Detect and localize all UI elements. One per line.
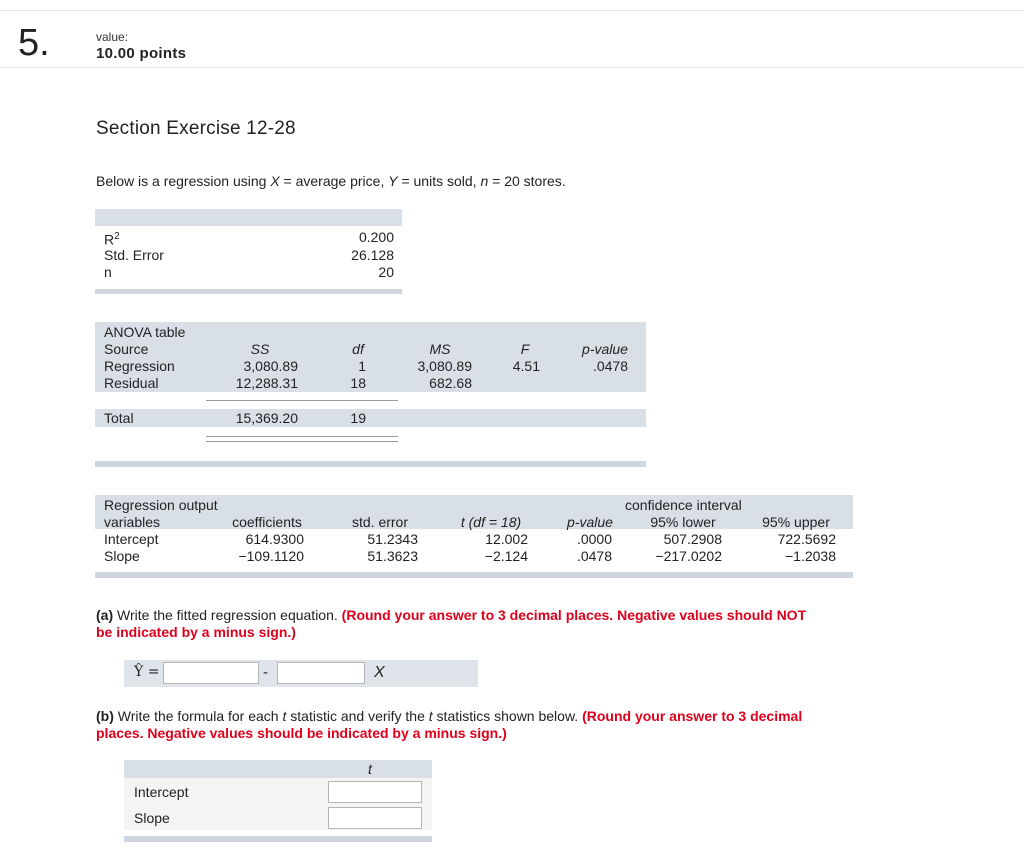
anova-regression-label: Regression <box>104 358 175 374</box>
anova-regression-ss: 3,080.89 <box>243 358 298 374</box>
t-table-header-band <box>124 760 432 778</box>
anova-regression-f: 4.51 <box>512 358 540 374</box>
intercept-t-input[interactable] <box>328 781 422 803</box>
question-number: 5. <box>18 22 50 64</box>
lower-header: 95% lower <box>650 514 716 530</box>
points-value: 10.00 points <box>96 45 187 62</box>
intercept-lower: 507.2908 <box>663 531 722 547</box>
t-table-intercept-label: Intercept <box>134 784 189 800</box>
anova-residual-ms: 682.68 <box>429 375 472 391</box>
anova-df-header: df <box>352 341 364 357</box>
anova-source-header: Source <box>104 341 149 357</box>
intercept-label: Intercept <box>104 531 159 547</box>
intercept-p: .0000 <box>576 531 612 547</box>
t-table-slope-label: Slope <box>134 810 170 826</box>
slope-se: 51.3623 <box>367 548 418 564</box>
anova-p-header: p-value <box>582 341 628 357</box>
anova-total-band <box>95 409 646 427</box>
anova-footer-band <box>95 461 646 467</box>
upper-header: 95% upper <box>762 514 830 530</box>
coefficients-header: coefficients <box>232 514 302 530</box>
anova-total-label: Total <box>104 410 134 426</box>
section-title: Section Exercise 12-28 <box>96 118 296 139</box>
r2-label: $R^2$ <box>104 231 120 248</box>
value-label: value: <box>96 30 129 44</box>
part-a-question: (a) Write the fitted regression equation. (Round your answer to 3 decimal places. Negative values should NOT be indicated by a minus sign.) <box>96 607 807 640</box>
anova-regression-df: 1 <box>358 358 366 374</box>
intercept-coef: 614.9300 <box>245 531 304 547</box>
confidence-interval-label: confidence interval <box>625 497 742 513</box>
variables-header: variables <box>104 514 161 530</box>
anova-f-header: F <box>520 341 530 357</box>
anova-regression-ms: 3,080.89 <box>417 358 472 374</box>
std-error-header: std. error <box>351 514 408 530</box>
equation-x: X <box>374 664 385 681</box>
slope-p: .0478 <box>576 548 612 564</box>
header-divider <box>0 67 1024 68</box>
slope-t-input[interactable] <box>328 807 422 829</box>
part-b-question: (b) Write the formula for each t statistic and verify the t statistics shown below. (Round your answer to 3 decimal places. Negative values should be indicated by a minus sign.) <box>96 708 803 741</box>
intercept-t: 12.002 <box>485 531 528 547</box>
n-value: 20 <box>378 264 394 280</box>
anova-total-ss: 15,369.20 <box>235 410 298 426</box>
slope-lower: −217.0202 <box>655 548 722 564</box>
anova-regression-p: .0478 <box>592 358 628 374</box>
slope-upper: −1.2038 <box>785 548 836 564</box>
anova-residual-ss: 12,288.31 <box>235 375 298 391</box>
anova-residual-df: 18 <box>350 375 366 391</box>
intercept-answer-input[interactable] <box>163 662 259 684</box>
intercept-se: 51.2343 <box>367 531 418 547</box>
regression-title: Regression output <box>104 497 218 513</box>
t-table-header: t <box>368 761 372 777</box>
equation-operator: - <box>263 664 268 681</box>
intercept-upper: 722.5692 <box>777 531 836 547</box>
anova-total-df: 19 <box>350 410 366 426</box>
t-header: t (df = 18) <box>460 514 522 530</box>
anova-subtotal-line <box>206 400 398 401</box>
regression-footer-band <box>95 572 853 578</box>
yhat-symbol: Ŷ = <box>134 664 160 680</box>
intro-text: Below is a regression using X = average price, Y = units sold, n = 20 stores. <box>96 173 566 189</box>
anova-residual-label: Residual <box>104 375 159 391</box>
anova-total-line-1 <box>206 436 398 437</box>
p-value-header: p-value <box>567 514 613 530</box>
anova-title: ANOVA table <box>104 324 186 340</box>
t-table-footer-band <box>124 836 432 842</box>
anova-ms-header: MS <box>429 341 451 357</box>
slope-t: −2.124 <box>484 548 528 564</box>
anova-ss-header: SS <box>250 341 270 357</box>
slope-coef: −109.1120 <box>238 548 304 564</box>
anova-total-line-2 <box>206 441 398 442</box>
n-label: n <box>104 264 112 280</box>
stats-footer-band <box>95 289 402 294</box>
slope-label: Slope <box>104 548 140 564</box>
stats-header-band <box>95 209 402 226</box>
top-divider <box>0 10 1024 11</box>
stderr-value: 26.128 <box>351 247 394 263</box>
stderr-label: Std. Error <box>104 247 164 263</box>
slope-answer-input[interactable] <box>277 662 365 684</box>
r2-value: 0.200 <box>358 229 394 245</box>
